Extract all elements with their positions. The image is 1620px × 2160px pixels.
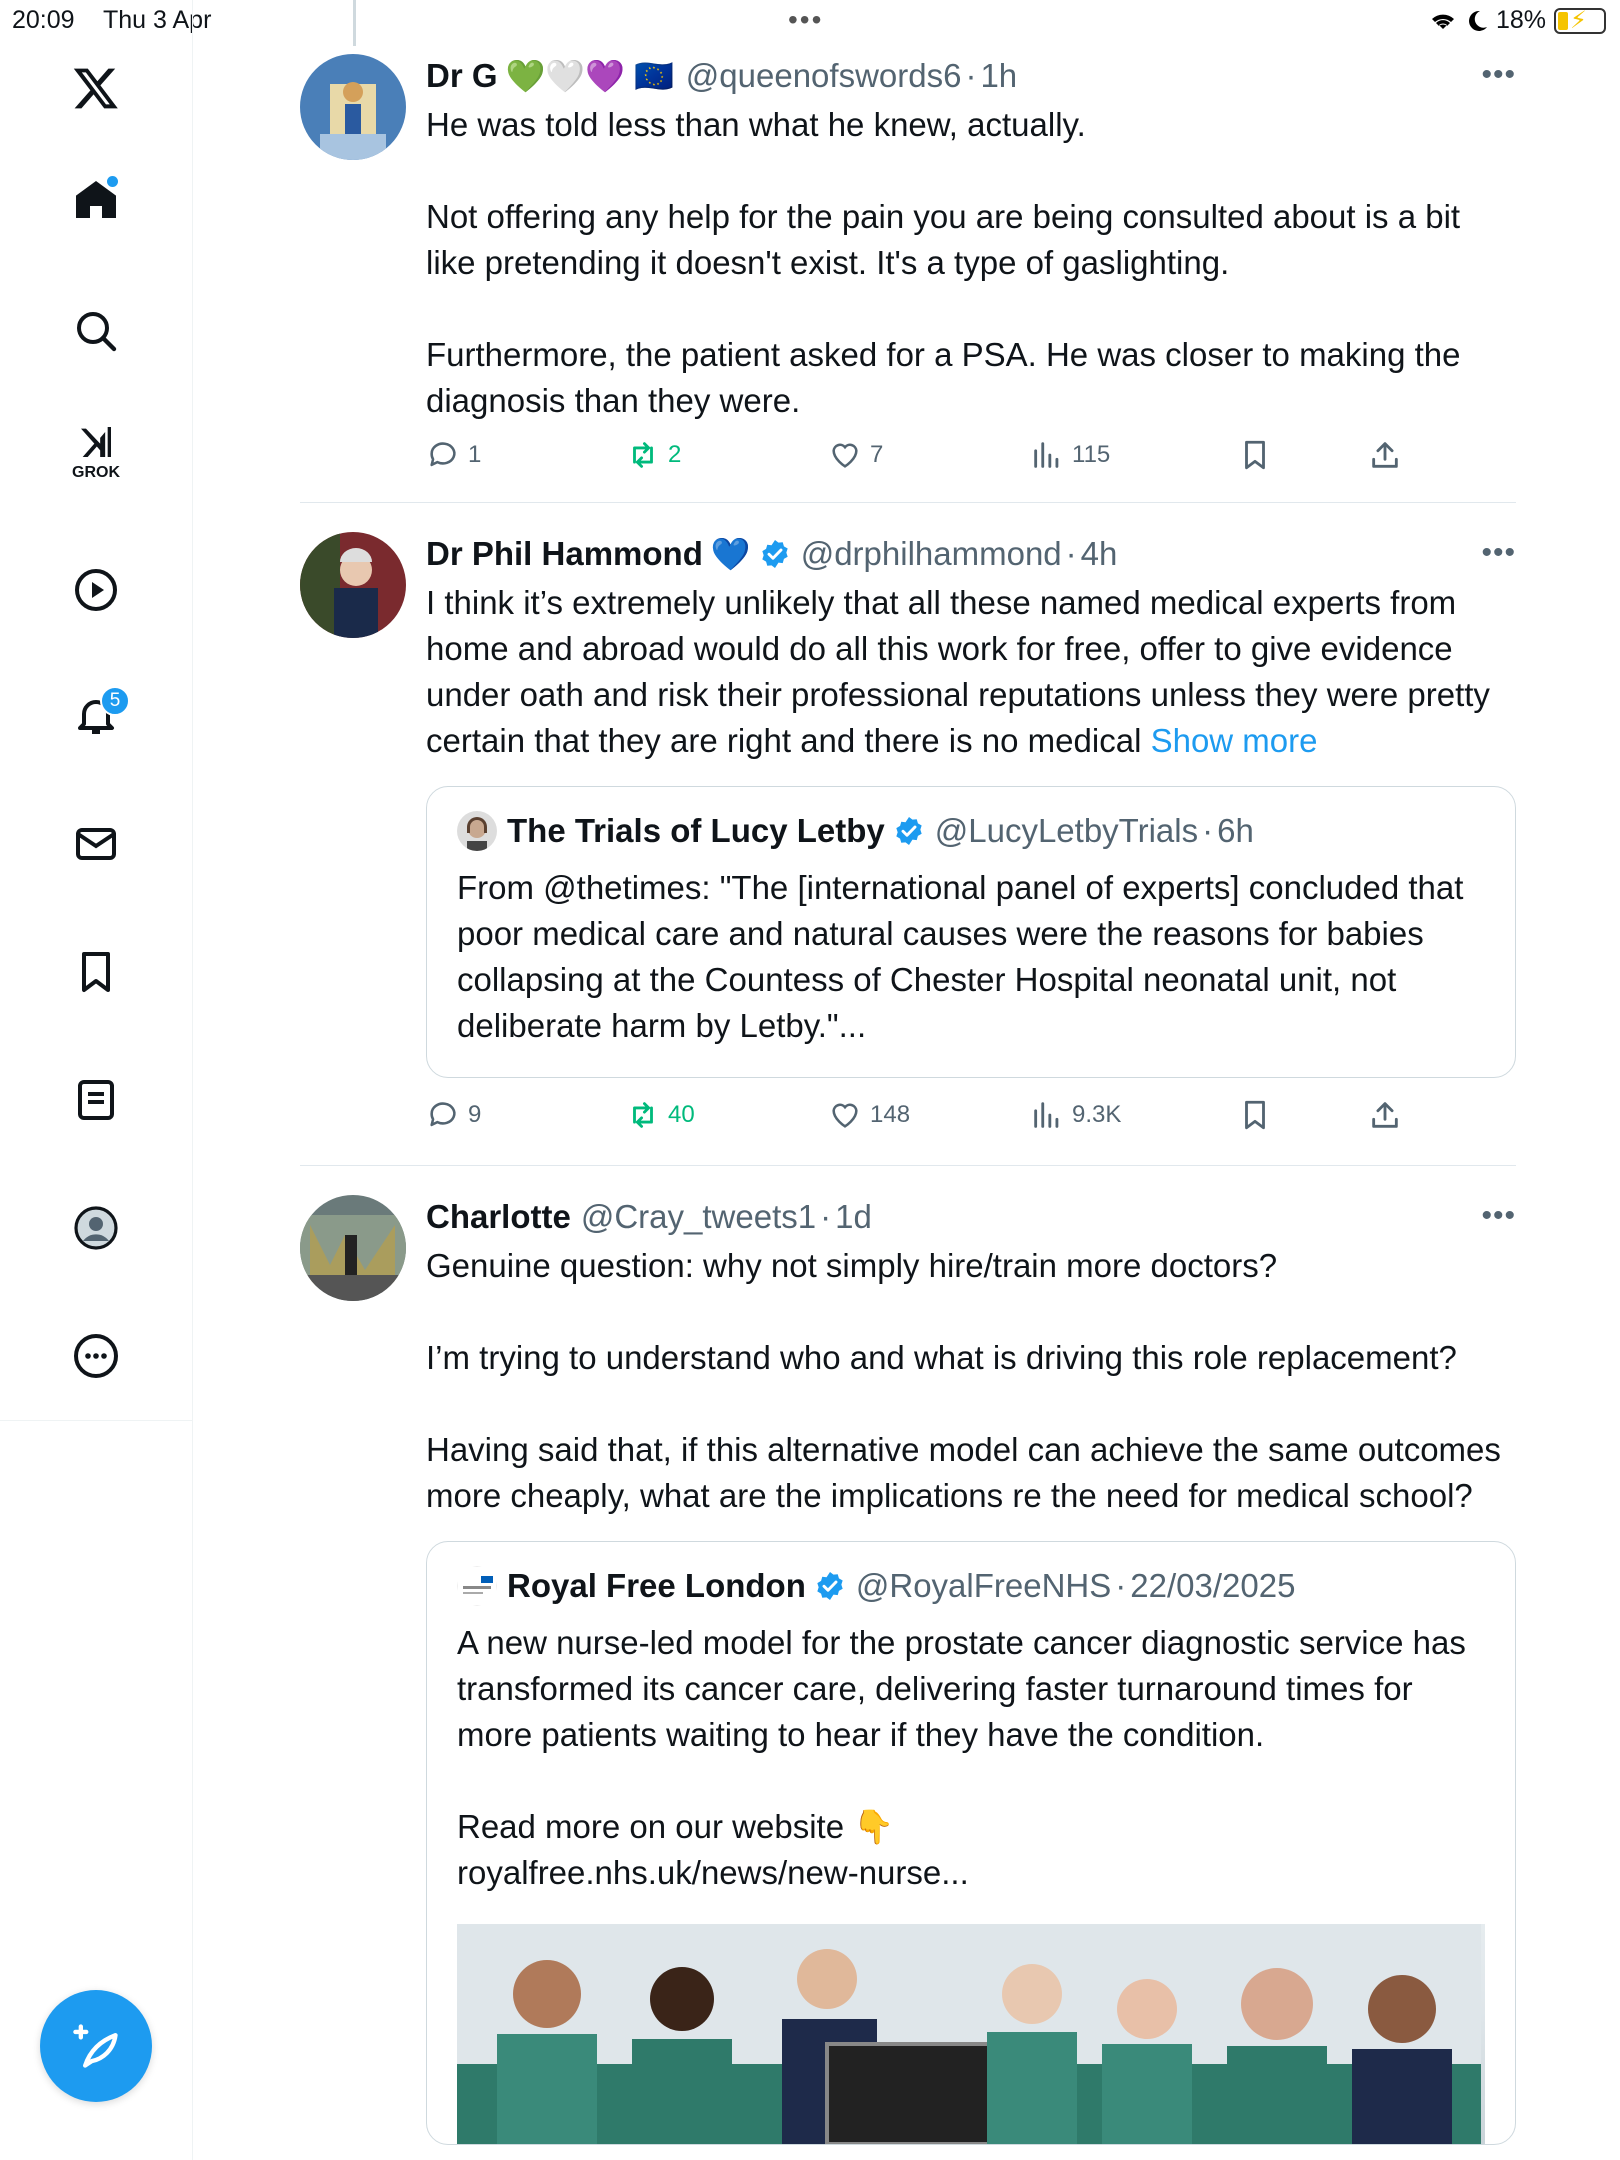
compose-feather-icon — [70, 2020, 122, 2072]
grok-nav[interactable] — [56, 412, 136, 492]
bookmark-button[interactable] — [1238, 438, 1280, 472]
compose-post-button[interactable] — [40, 1990, 152, 2102]
profile-icon[interactable] — [56, 1188, 136, 1268]
author-handle[interactable]: @queenofswords6 — [685, 57, 962, 94]
more-options-icon[interactable]: ••• — [1481, 1199, 1516, 1232]
bookmark-icon — [1238, 438, 1272, 472]
quoted-tweet[interactable] — [426, 786, 1516, 1078]
verified-badge-icon — [893, 815, 925, 847]
quote-author-handle: @RoyalFreeNHS — [855, 1567, 1112, 1604]
heart-icon — [828, 1098, 862, 1132]
share-icon — [1368, 438, 1402, 472]
views-chart-icon — [1030, 438, 1064, 472]
tweet-text-content: I think it’s extremely unlikely that all these named medical experts from home and abroad would do all this work for free, offer to give evidence under oath and risk their professional reputations unless they were pretty certain that they are right and there is no medical — [426, 584, 1500, 759]
views-button[interactable] — [1030, 1098, 1121, 1132]
heart-icon — [828, 438, 862, 472]
share-button[interactable] — [1368, 438, 1410, 472]
view-count: 115 — [1072, 441, 1111, 468]
quote-photo[interactable] — [457, 1924, 1485, 2144]
avatar[interactable] — [300, 532, 406, 638]
more-options-icon[interactable] — [56, 1316, 136, 1396]
author-name[interactable]: Dr Phil Hammond — [426, 535, 703, 572]
quote-text: From @thetimes: "The [international panel of experts] concluded that poor medical care and natural causes were the reasons for babies collapsing at the Countess of Chester Hospital neonatal unit, not deliberate harm by Letby."... — [457, 869, 1473, 1044]
separator: · — [820, 1198, 832, 1235]
grok-icon — [74, 422, 118, 462]
battery-icon: ⚡ — [1554, 8, 1606, 34]
more-options-icon[interactable]: ••• — [1481, 58, 1516, 91]
tweet-text: He was told less than what he knew, actually. Not offering any help for the pain you are being consulted about is a bit like pretending it doesn't exist. It's a type of gaslighting. Furthermore, the patient asked for a PSA. He was closer to making the diagnosis than they were. — [426, 106, 1461, 419]
post-time[interactable]: 1d — [835, 1198, 872, 1235]
author-emojis: 💚🤍💜 🇪🇺 — [505, 58, 674, 94]
reply-count: 1 — [468, 441, 482, 468]
messages-mail-icon[interactable] — [56, 804, 136, 884]
tweet-text: Genuine question: why not simply hire/train more doctors? I’m trying to understand who and what is driving this role replacement? Having said that, if this alternative model can achieve the same outcomes more cheaply, what are the implications re the need for medical school? — [426, 1247, 1501, 1514]
bookmark-button[interactable] — [1238, 1098, 1280, 1132]
separator: · — [1065, 535, 1077, 572]
quote-avatar — [457, 1566, 497, 1606]
separator: · — [1115, 1567, 1127, 1604]
author-handle[interactable]: @drphilhammond — [800, 535, 1062, 572]
notifications-badge: 5 — [100, 686, 130, 716]
notifications-bell-icon[interactable] — [56, 676, 136, 756]
video-play-icon[interactable] — [56, 550, 136, 630]
battery-percent: 18% — [1495, 6, 1546, 34]
separator: · — [1202, 812, 1214, 849]
repost-button[interactable] — [626, 1098, 695, 1132]
quote-avatar — [457, 811, 497, 851]
more-options-icon[interactable]: ••• — [1481, 536, 1516, 569]
like-count: 7 — [870, 441, 884, 468]
wifi-icon — [1428, 9, 1458, 33]
avatar[interactable] — [300, 1195, 406, 1301]
tweet-divider — [300, 502, 1516, 503]
like-count: 148 — [870, 1101, 911, 1128]
share-icon — [1368, 1098, 1402, 1132]
quote-author-handle: @LucyLetbyTrials — [934, 812, 1199, 849]
status-time: 20:09 — [12, 6, 75, 34]
quoted-tweet[interactable] — [426, 1541, 1516, 2145]
tweet-actions — [426, 438, 1516, 488]
quote-author-name: The Trials of Lucy Letby — [507, 812, 885, 849]
author-emojis: 💙 — [710, 536, 751, 572]
share-button[interactable] — [1368, 1098, 1410, 1132]
moon-icon — [1466, 9, 1488, 33]
verified-badge-icon — [814, 1570, 846, 1602]
grok-label: GROK — [72, 464, 120, 481]
reply-icon — [426, 438, 460, 472]
quote-time: 6h — [1217, 812, 1254, 849]
repost-count: 40 — [668, 1101, 695, 1128]
status-date: Thu 3 Apr — [103, 6, 212, 34]
repost-icon — [626, 438, 660, 472]
separator: · — [965, 57, 977, 94]
multitasking-dots-icon[interactable]: ••• — [788, 4, 824, 35]
sidebar-divider — [0, 1420, 193, 1421]
repost-count: 2 — [668, 441, 682, 468]
home-icon[interactable] — [56, 160, 136, 240]
quote-author-name: Royal Free London — [507, 1567, 806, 1604]
lists-icon[interactable] — [56, 1060, 136, 1140]
home-unread-dot — [107, 176, 118, 187]
sidebar — [0, 0, 193, 2160]
reply-button[interactable] — [426, 1098, 481, 1132]
author-handle[interactable]: @Cray_tweets1 — [580, 1198, 817, 1235]
tweet-text — [426, 580, 1516, 764]
avatar[interactable] — [300, 54, 406, 160]
views-chart-icon — [1030, 1098, 1064, 1132]
thread-line — [353, 0, 356, 46]
like-button[interactable] — [828, 1098, 910, 1132]
author-name[interactable]: Dr G — [426, 57, 498, 94]
reply-button[interactable] — [426, 438, 481, 472]
tweet-actions — [426, 1098, 1516, 1148]
tweet-divider — [300, 1165, 1516, 1166]
search-icon[interactable] — [56, 291, 136, 371]
view-count: 9.3K — [1072, 1101, 1122, 1128]
quote-text: A new nurse-led model for the prostate cancer diagnostic service has transformed its cancer care, delivering faster turnaround times for more patients waiting to hear if they have the condition. Read more on our website 👇 royalfree.nhs.uk/news/new-nurse... — [457, 1624, 1466, 1891]
post-time[interactable]: 1h — [980, 57, 1018, 94]
verified-badge-icon — [759, 538, 791, 570]
bookmark-icon — [1238, 1098, 1272, 1132]
x-logo-icon[interactable] — [56, 48, 136, 128]
repost-icon — [626, 1098, 660, 1132]
reply-count: 9 — [468, 1101, 482, 1128]
show-more-link[interactable]: Show more — [1150, 722, 1318, 759]
views-button[interactable] — [1030, 438, 1110, 472]
like-button[interactable] — [828, 438, 883, 472]
author-name[interactable]: Charlotte — [426, 1198, 571, 1235]
repost-button[interactable] — [626, 438, 681, 472]
reply-icon — [426, 1098, 460, 1132]
post-time[interactable]: 4h — [1080, 535, 1118, 572]
bookmarks-icon[interactable] — [56, 932, 136, 1012]
status-bar — [0, 0, 1620, 40]
quote-time: 22/03/2025 — [1130, 1567, 1296, 1604]
